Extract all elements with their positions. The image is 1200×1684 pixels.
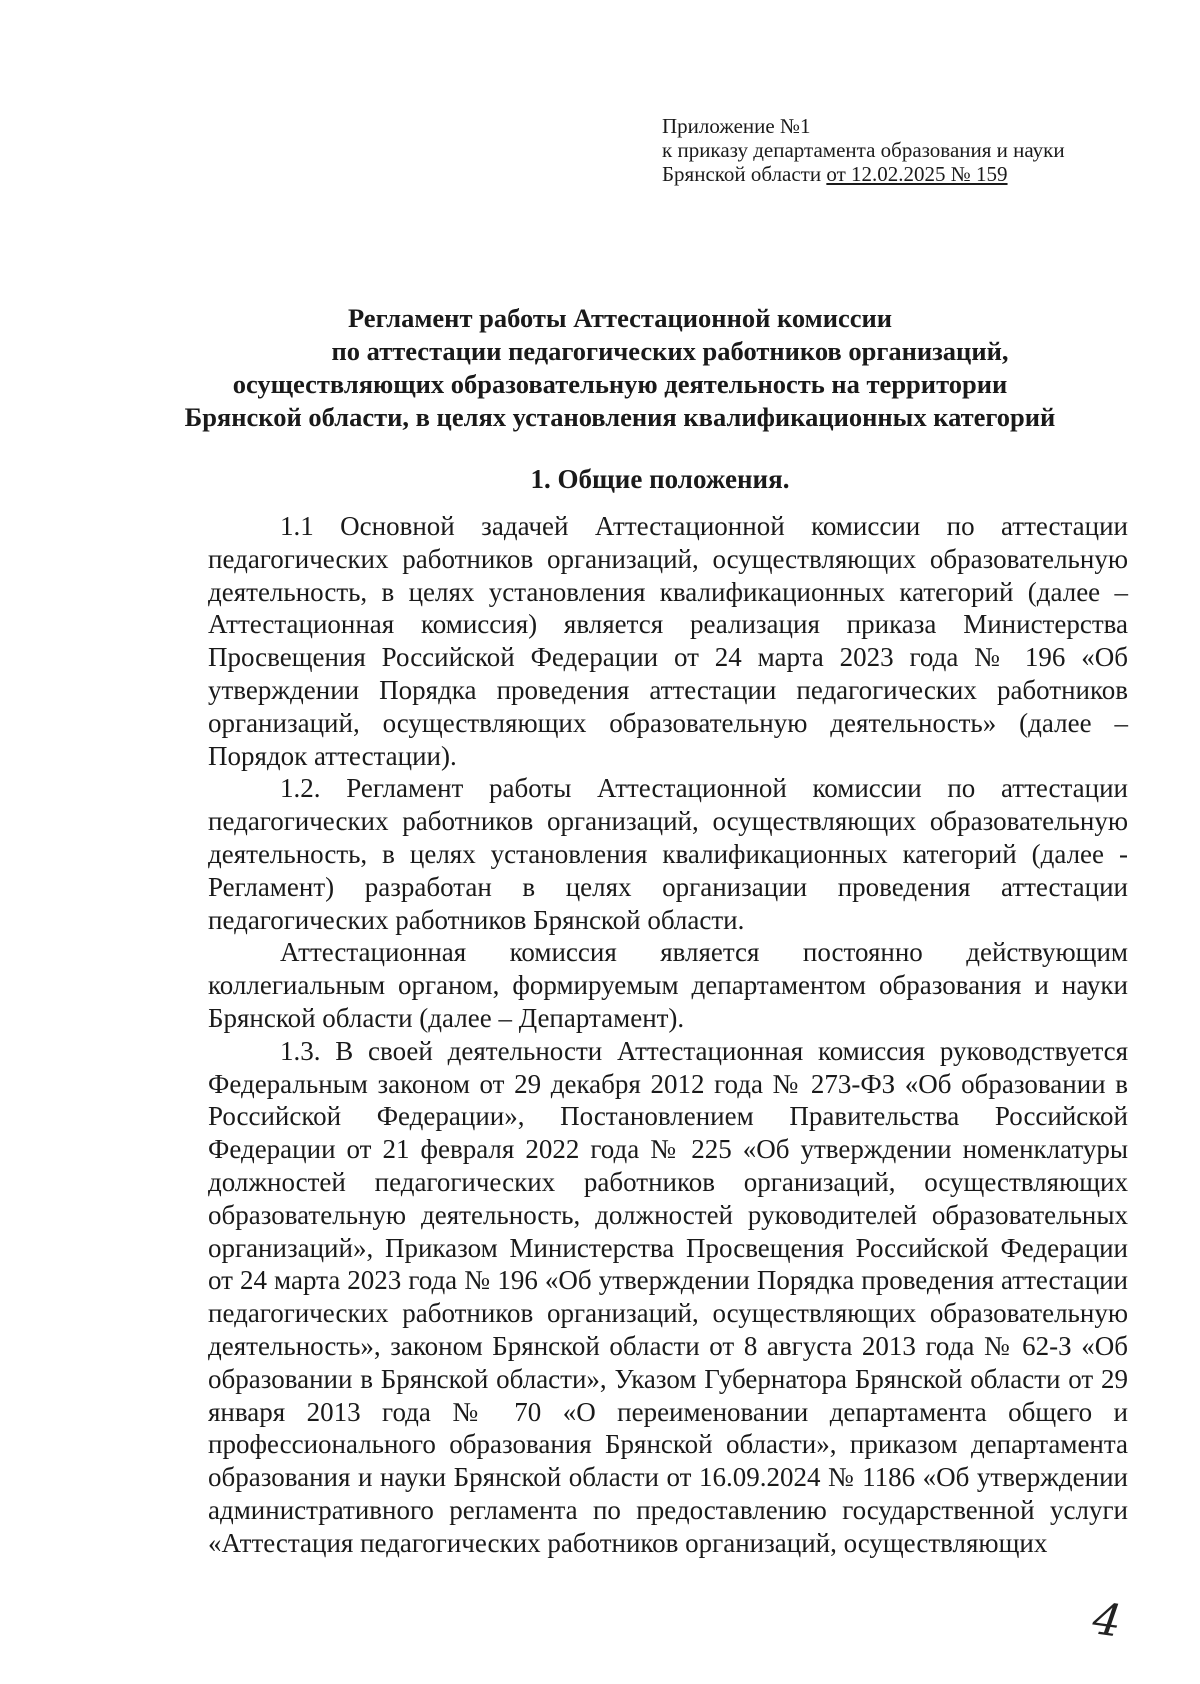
appendix-line-1: Приложение №1 — [662, 114, 811, 138]
appendix-line-2: к приказу департамента образования и науки — [662, 138, 1065, 162]
title-line-1: Регламент работы Аттестационной комиссии — [347, 303, 893, 333]
appendix-header — [662, 114, 1122, 186]
paragraph-1-2: 1.2. Регламент работы Аттестационной комиссии по аттестации педагогических работников организаций, осуществляющих образовательную деятельность, в целях установления квалификационных категорий (далее - Регламент) разработан в целях организации проведения аттестации педагогических работников Брянской области. — [208, 773, 1128, 935]
order-number-date: от 12.02.2025 № 159 — [826, 162, 1008, 186]
document-body — [208, 510, 1128, 1560]
paragraph-1-3: 1.3. В своей деятельности Аттестационная комиссия руководствуется Федеральным законом от 29 декабря 2012 года № 273-ФЗ «Об образовании в Российской Федерации», Постановлением Правительства Российской Федерации от 21 февраля 2022 года № 225 «Об утверждении номенклатуры должностей педагогических работников организаций, осуществляющих образовательную деятельность, должностей руководителей образовательных организаций», Приказом Министерства Просвещения Российской Федерации от 24 марта 2023 года № 196 «Об утверждении Порядка проведения аттестации педагогических работников организаций, осуществляющих образовательную деятельность», законом Брянской области от 8 августа 2013 года № 62-З «Об образовании в Брянской области», Указом Губернатора Брянской области от 29 января 2013 года № 70 «О переименовании департамента общего и профессионального образования Брянской области», приказом департамента образования и науки Брянской области от 16.09.2024 № 1186 «Об утверждении административного регламента по предоставлению государственной услуги «Аттестация педагогических работников организаций, осуществляющих — [208, 1035, 1128, 1558]
appendix-line-3-prefix: Брянской области — [662, 162, 827, 186]
title-line-3: осуществляющих образовательную деятельность на территории — [232, 369, 1008, 399]
title-line-4: Брянской области, в целях установления квалификационных категорий — [184, 402, 1056, 432]
document-title — [120, 302, 1120, 434]
section-heading-general-provisions: 1. Общие положения. — [530, 464, 790, 494]
handwritten-page-number: 4 — [1089, 1593, 1125, 1648]
title-line-2: по аттестации педагогических работников организаций, — [331, 336, 1009, 366]
appendix-line-3 — [662, 162, 1122, 186]
paragraph-1-2-continued: Аттестационная комиссия является постоянно действующим коллегиальным органом, формируемым департаментом образования и науки Брянской области (далее – Департамент). — [208, 937, 1128, 1033]
paragraph-1-1: 1.1 Основной задачей Аттестационной комиссии по аттестации педагогических работников организаций, осуществляющих образовательную деятельность, в целях установления квалификационных категорий (далее – Аттестационная комиссия) является реализация приказа Министерства Просвещения Российской Федерации от 24 марта 2023 года № 196 «Об утверждении Порядка проведения аттестации педагогических работников организаций, осуществляющих образовательную деятельность» (далее – Порядок аттестации). — [208, 511, 1128, 771]
